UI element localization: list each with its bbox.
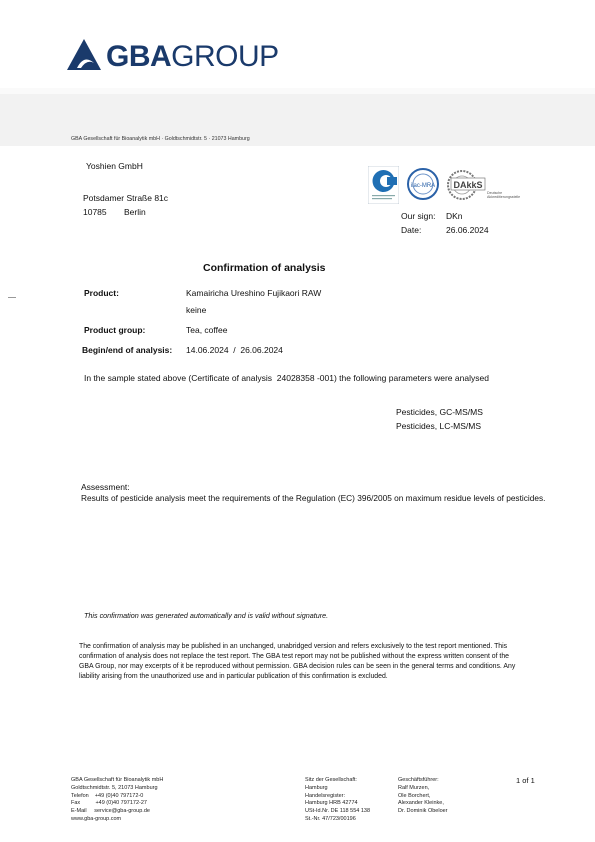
dakks-badge: [445, 166, 522, 204]
page-number: 1 of 1: [516, 776, 535, 785]
auto-generated-note: This confirmation was generated automatically and is valid without signature.: [84, 611, 329, 620]
date-label: Date:: [401, 225, 422, 235]
sample-statement: In the sample stated above (Certificate of analysis 24028358 -001) the following parameters were analysed: [84, 373, 489, 383]
footer-registry-column: [305, 777, 370, 824]
our-sign-label: Our sign:: [401, 211, 436, 221]
recipient-city: Berlin: [124, 207, 146, 217]
footer-line: Geschäftsführer:: [398, 777, 439, 783]
product-note: keine: [186, 305, 207, 315]
dakks-blue-badge: [368, 166, 399, 204]
footer-line: GBA Gesellschaft für Bioanalytik mbH: [71, 777, 164, 783]
footer-line: Hamburg: [305, 784, 328, 791]
recipient-company: Yoshien GmbH: [86, 161, 143, 171]
disclaimer-text: The confirmation of analysis may be published in an unchanged, unabridged version and refers exclusively to the test report mentioned. This confirmation of analysis does not replace the test report. The GBA test report may not be published without the express written consent of the GBA Group, nor may excerpts of it be reproduced without permission. GBA decision rules can be seen in the general terms and conditions. Any liability arising from the unauthorized use and in particular publication of this confirmation is excluded.: [79, 643, 516, 680]
parameter-item: Pesticides, GC-MS/MS: [396, 407, 483, 417]
assessment-label: Assessment:: [81, 482, 130, 492]
our-sign-value: DKn: [446, 211, 463, 221]
recipient-street: Potsdamer Straße 81c: [83, 193, 169, 203]
analysis-period-label: Begin/end of analysis:: [82, 345, 173, 355]
product-name: Kamairicha Ureshino Fujikaori RAW: [186, 288, 322, 298]
footer-management-column: [398, 777, 448, 816]
dakks-c-icon: [368, 166, 399, 204]
gba-logo-icon: [66, 38, 102, 72]
fold-mark: [8, 297, 16, 298]
footer-company-column: [71, 777, 163, 824]
footer-line: St.-Nr. 47/723/00196: [305, 815, 356, 822]
footer-line: Telefon +49 (0)40 797172-0: [71, 792, 144, 799]
svg-text:Akkreditierungsstelle: Akkreditierungsstelle: [487, 195, 521, 199]
product-group-label: Product group:: [84, 325, 146, 335]
dakks-seal-icon: [445, 166, 522, 204]
footer-line: Goldtschmidtstr. 5, 21073 Hamburg: [71, 784, 158, 791]
svg-text:ilac-MRA: ilac-MRA: [410, 183, 436, 189]
footer-line: Dr. Dominik Obeloer: [398, 808, 448, 815]
company-logo: [66, 36, 286, 76]
footer-line: Fax +49 (0)40 797172-27: [71, 800, 147, 807]
footer-line: Ole Borchert,: [398, 792, 431, 799]
parameter-item: Pesticides, LC-MS/MS: [396, 421, 482, 431]
ilac-mra-icon: [405, 166, 441, 204]
logo-wordmark: GBAGROUP: [106, 40, 279, 73]
svg-text:DAkkS: DAkkS: [453, 180, 483, 190]
footer-email[interactable]: E-Mail service@gba-group.de: [71, 808, 150, 815]
footer-line: Handelsregister:: [305, 792, 346, 799]
analysis-period-value: 14.06.2024 / 26.06.2024: [186, 345, 283, 355]
footer-line: Alexander Kleinke,: [398, 800, 444, 807]
recipient-postcode: 10785: [83, 207, 107, 217]
footer-line: Ralf Murzen,: [398, 784, 430, 791]
ilac-mra-badge: [405, 166, 441, 204]
product-label: Product:: [84, 288, 119, 298]
footer-line: Hamburg HRB 42774: [305, 800, 358, 807]
footer-website[interactable]: www.gba-group.com: [71, 815, 122, 822]
product-group-value: Tea, coffee: [186, 325, 228, 335]
footer-line: Sitz der Gesellschaft:: [305, 777, 357, 783]
footer-line: USt-Id.Nr. DE 118 554 138: [305, 808, 371, 815]
assessment-text: Results of pesticide analysis meet the requirements of the Regulation (EC) 396/2005 on maximum residue levels of pesticides.: [81, 493, 546, 503]
page-title: Confirmation of analysis: [203, 262, 326, 274]
date-value: 26.06.2024: [446, 225, 489, 235]
sender-line: GBA Gesellschaft für Bioanalytik mbH · Goldtschmidtstr. 5 · 21073 Hamburg: [71, 136, 250, 142]
svg-text:Deutsche: Deutsche: [487, 191, 503, 195]
